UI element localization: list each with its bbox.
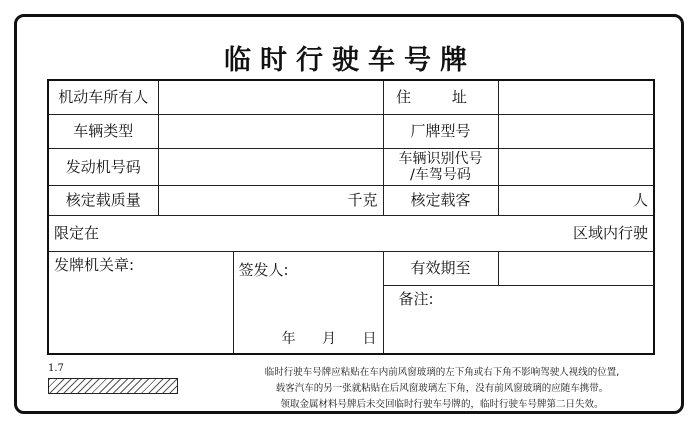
owner-value[interactable] [158, 80, 383, 114]
remarks-label: 备注: [398, 289, 434, 308]
plate-table [47, 79, 655, 355]
validity-value[interactable] [498, 251, 654, 285]
scale-label: 1.7 [48, 363, 64, 374]
row-mass [48, 185, 654, 215]
engine-no-label: 发动机号码 [48, 149, 158, 185]
owner-label: 机动车所有人 [48, 80, 158, 114]
vin-label-line2: /车驾号码 [410, 167, 471, 184]
brand-model-value[interactable] [498, 114, 654, 148]
form-title: 临时行驶车号牌 [224, 45, 476, 76]
row-type [48, 114, 654, 148]
vin-label-line1: 车辆识别代号 [398, 151, 483, 168]
issuer-wrap [234, 257, 383, 352]
row-limit [48, 216, 654, 251]
mass-unit: 千克 [158, 185, 383, 215]
issuing-seal-label: 发牌机关章: [54, 255, 135, 274]
limit-suffix: 区域内行驶 [572, 223, 648, 242]
brand-model-label: 厂牌型号 [383, 114, 498, 148]
row-seal-validity [48, 251, 654, 285]
row-engine [48, 149, 654, 185]
limit-prefix: 限定在 [54, 223, 100, 242]
issue-date: 年 月 日 [281, 330, 377, 347]
vehicle-type-label: 车辆类型 [48, 114, 158, 148]
issuing-seal-cell[interactable] [48, 251, 233, 354]
mass-label: 核定载质量 [48, 185, 158, 215]
note-line-3: 领取金属材料号牌后未交回临时行驶车号牌的，临时行驶车号牌第二日失效。 [280, 399, 604, 410]
remarks-cell[interactable] [383, 285, 654, 354]
row-owner [48, 80, 654, 114]
issuer-cell[interactable] [233, 251, 383, 354]
note-line-1: 临时行驶车号牌应粘贴在车内前风窗玻璃的左下角或右下角不影响驾驶人视线的位置, [264, 367, 620, 378]
address-label: 住 址 [383, 80, 498, 114]
passengers-unit: 人 [498, 185, 654, 215]
issuer-label: 签发人: [238, 260, 289, 279]
vin-value[interactable] [498, 149, 654, 185]
limit-cell[interactable] [48, 216, 654, 251]
passengers-label: 核定载客 [383, 185, 498, 215]
engine-no-value[interactable] [158, 149, 383, 185]
hatched-strip [48, 378, 178, 394]
address-value[interactable] [498, 80, 654, 114]
note-line-2: 载客汽车的另一张就粘贴在后风窗玻璃左下角，没有前风窗玻璃的应随车携带。 [275, 383, 609, 394]
vehicle-type-value[interactable] [158, 114, 383, 148]
footer-notes [232, 365, 652, 413]
vin-label [383, 149, 498, 185]
validity-label: 有效期至 [383, 251, 498, 285]
